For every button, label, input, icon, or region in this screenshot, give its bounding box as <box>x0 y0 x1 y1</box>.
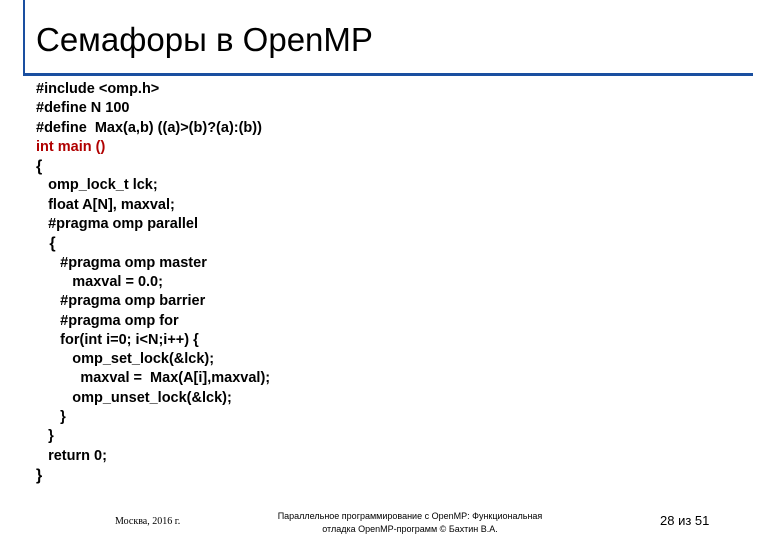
code-line: #define N 100 <box>36 100 130 117</box>
code-line: float A[N], maxval; <box>36 196 175 213</box>
footer-course-line: отладка OpenMP-программ © Бахтин В.А. <box>322 524 498 534</box>
code-line: omp_unset_lock(&lck); <box>36 389 232 406</box>
code-line-close-brace: } <box>36 466 43 484</box>
footer-location-date: Москва, 2016 г. <box>115 516 181 527</box>
page-number: 28 из 51 <box>660 513 710 528</box>
code-listing <box>36 80 270 485</box>
code-line-open-brace: { <box>36 158 43 176</box>
title-accent-vertical-bar <box>23 0 25 74</box>
code-line: #pragma omp master <box>36 254 207 271</box>
code-line: #pragma omp for <box>36 312 179 329</box>
code-line: for(int i=0; i<N;i++) { <box>36 331 199 348</box>
code-line: omp_lock_t lck; <box>36 177 158 194</box>
code-line: return 0; <box>36 447 107 464</box>
code-line: #pragma omp parallel <box>36 216 198 233</box>
code-line: maxval = 0.0; <box>36 273 163 290</box>
code-line: #define Max(a,b) ((a)>(b)?(a):(b)) <box>36 119 262 136</box>
title-accent-horizontal-bar <box>23 73 753 76</box>
footer-course-title <box>250 510 570 536</box>
code-line: omp_set_lock(&lck); <box>36 351 215 368</box>
code-line: maxval = Max(A[i],maxval); <box>36 370 271 387</box>
code-line: } <box>36 409 66 426</box>
footer-course-line: Параллельное программирование с OpenMP: Функциональная <box>277 511 543 521</box>
code-line: #pragma omp barrier <box>36 293 206 310</box>
code-line: #include <omp.h> <box>36 81 160 97</box>
code-line-open-brace: { <box>36 235 56 253</box>
code-line-main-signature: int main () <box>36 138 106 155</box>
code-line: } <box>36 428 54 445</box>
slide-title: Семафоры в OpenMP <box>36 21 373 58</box>
